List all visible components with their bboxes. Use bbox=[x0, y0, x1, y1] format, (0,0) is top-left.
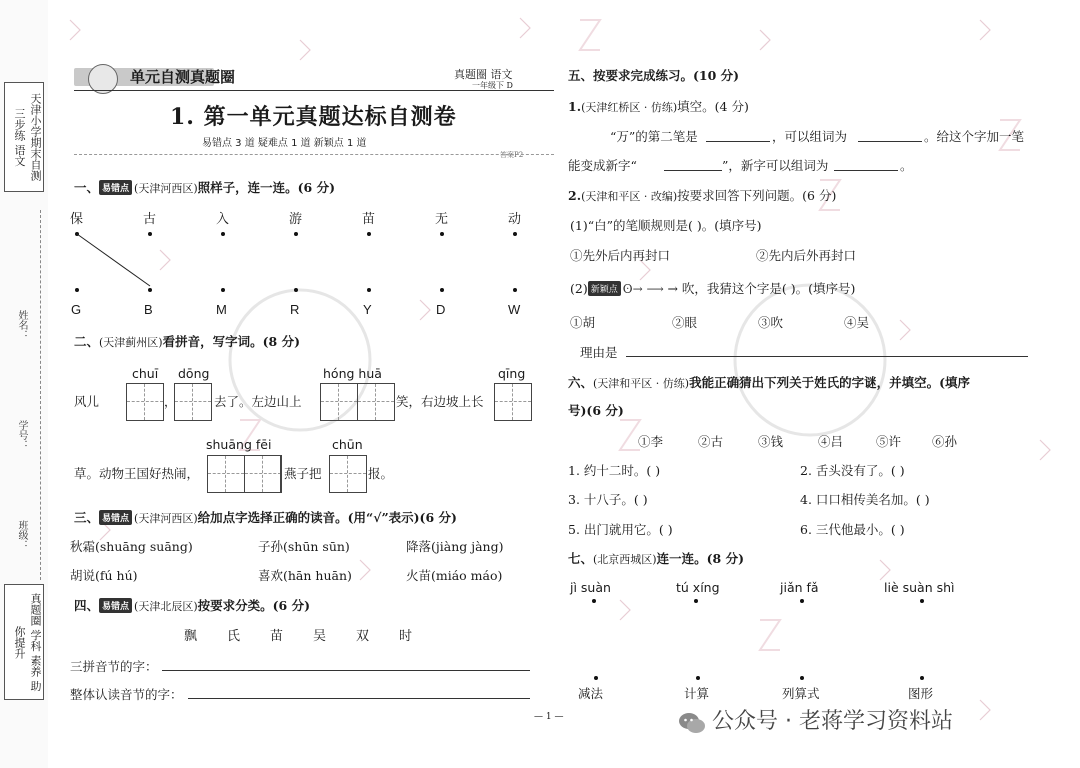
match-dot[interactable] bbox=[694, 599, 698, 603]
pronunciation-item[interactable]: 火苗(miáo máo) bbox=[406, 568, 503, 583]
q2-text: 草。动物王国好热闹， bbox=[74, 466, 200, 481]
q5-text: 。给这个字加一笔 bbox=[924, 129, 1025, 144]
q2-heading: 二、(天津蓟州区)看拼音，写字词。(8 分) bbox=[74, 334, 300, 349]
surname-option: ⑥孙 bbox=[932, 434, 958, 449]
match-dot[interactable] bbox=[75, 288, 79, 292]
pronunciation-item[interactable]: 胡说(fú hú) bbox=[70, 568, 138, 583]
name-label: 姓名： bbox=[16, 310, 27, 340]
q4-char: 飘 bbox=[184, 629, 198, 644]
q2-text: 报。 bbox=[368, 466, 394, 481]
match-dot[interactable] bbox=[592, 599, 596, 603]
pinyin-label: liè suàn shì bbox=[884, 580, 955, 595]
class-label: 班级： bbox=[16, 520, 27, 550]
riddle[interactable]: 4. 口口相传美名加。( ) bbox=[800, 492, 930, 507]
series-logo-top: 天津小学期末自测 三步练 语文 bbox=[4, 82, 44, 192]
q1-char: 苗 bbox=[362, 212, 376, 227]
match-dot[interactable] bbox=[294, 232, 298, 236]
pinyin-label: jì suàn bbox=[570, 580, 611, 595]
book-brand: 真题圈 语文 bbox=[454, 68, 513, 81]
unit-banner: 单元自测真题圈 bbox=[130, 68, 236, 86]
wechat-watermark: 公众号 · 老蒋学习资料站 bbox=[712, 709, 953, 734]
page-number: — 1 — bbox=[534, 712, 564, 722]
match-word: 图形 bbox=[908, 686, 934, 701]
writing-box[interactable] bbox=[174, 383, 212, 421]
q3-heading: 三、 易错点 (天津河西区)给加点字选择正确的读音。(用“√”表示)(6 分) bbox=[74, 510, 457, 525]
match-word: 列算式 bbox=[782, 686, 820, 701]
q5-text: ”，新字可以组词为 bbox=[722, 158, 829, 173]
q1-letter: B bbox=[144, 302, 153, 317]
q1-char: 游 bbox=[289, 212, 303, 227]
match-dot[interactable] bbox=[440, 288, 444, 292]
match-dot[interactable] bbox=[920, 676, 924, 680]
riddle[interactable]: 3. 十八子。( ) bbox=[568, 492, 648, 507]
error-prone-tag: 易错点 bbox=[99, 180, 132, 195]
q7-heading: 七、(北京西城区)连一连。(8 分) bbox=[568, 551, 744, 566]
surname-option: ③钱 bbox=[758, 434, 784, 449]
wechat-icon bbox=[678, 712, 706, 734]
riddle[interactable]: 1. 约十二时。( ) bbox=[568, 463, 661, 478]
q1-letter: D bbox=[436, 302, 446, 317]
pinyin-label: jiǎn fǎ bbox=[780, 580, 819, 595]
writing-box[interactable] bbox=[329, 455, 367, 493]
riddle[interactable]: 6. 三代他最小。( ) bbox=[800, 522, 905, 537]
evolution-glyphs-icon: ʘ→ ⟶ bbox=[622, 282, 668, 296]
pronunciation-item[interactable]: 降落(jiàng jàng) bbox=[406, 539, 504, 554]
classify-label: 整体认读音节的字： bbox=[70, 687, 183, 702]
match-dot[interactable] bbox=[440, 232, 444, 236]
q6-heading-cont: 号)(6 分) bbox=[568, 403, 624, 418]
option[interactable]: ②先内后外再封口 bbox=[756, 248, 857, 263]
match-dot[interactable] bbox=[221, 288, 225, 292]
q1-char: 无 bbox=[435, 212, 449, 227]
q4-char: 苗 bbox=[270, 629, 284, 644]
pinyin-label: hóng huā bbox=[323, 366, 382, 381]
classify-label: 三拼音节的字： bbox=[70, 659, 158, 674]
q2-text: 笑，右边坡上长 bbox=[396, 394, 484, 409]
option[interactable]: ①先外后内再封口 bbox=[570, 248, 671, 263]
reason-label: 理由是 bbox=[580, 345, 618, 360]
surname-option: ②古 bbox=[698, 434, 724, 449]
match-word: 计算 bbox=[684, 686, 710, 701]
q5-part2: 2.(天津和平区 · 改编)按要求回答下列问题。(6 分) bbox=[568, 188, 837, 203]
q1-letter: G bbox=[71, 302, 82, 317]
pinyin-label: chūn bbox=[332, 437, 363, 452]
q5-sub1: (1)“白”的笔顺规则是( )。(填序号) bbox=[570, 218, 762, 233]
match-dot[interactable] bbox=[800, 599, 804, 603]
pinyin-label: qīng bbox=[498, 366, 526, 381]
q5-sub2: (2) 新颖点 ʘ→ ⟶ → 吹，我猜这个字是( )。(填序号) bbox=[570, 281, 856, 296]
q2-text: 燕子把 bbox=[284, 466, 322, 481]
q4-char: 时 bbox=[399, 629, 413, 644]
q2-text: ， bbox=[164, 394, 177, 409]
q5-text: 能变成新字“ bbox=[568, 158, 637, 173]
choice[interactable]: ②眼 bbox=[672, 315, 698, 330]
match-dot[interactable] bbox=[294, 288, 298, 292]
surname-option: ⑤许 bbox=[876, 434, 902, 449]
q5-text: 。 bbox=[900, 158, 913, 173]
q5-text: “万”的第二笔是 bbox=[610, 129, 698, 144]
q2-text: 去了。左边山上 bbox=[214, 394, 302, 409]
pinyin-label: dōng bbox=[178, 366, 210, 381]
match-dot[interactable] bbox=[513, 288, 517, 292]
answer-line[interactable] bbox=[162, 670, 530, 671]
q1-char: 动 bbox=[508, 212, 522, 227]
error-prone-tag: 易错点 bbox=[99, 510, 132, 525]
riddle[interactable]: 2. 舌头没有了。( ) bbox=[800, 463, 905, 478]
q1-char: 入 bbox=[216, 212, 230, 227]
q4-char: 双 bbox=[356, 629, 370, 644]
surname-option: ①李 bbox=[638, 434, 664, 449]
q6-heading: 六、(天津和平区 · 仿练)我能正确猜出下列关于姓氏的字谜，并填空。(填序 bbox=[568, 375, 971, 390]
q1-letter: R bbox=[290, 302, 300, 317]
pronunciation-item[interactable]: 子孙(shūn sūn) bbox=[258, 539, 350, 554]
q5-text: ，可以组词为 bbox=[772, 129, 848, 144]
answer-line[interactable] bbox=[834, 170, 898, 171]
answer-line[interactable] bbox=[188, 698, 530, 699]
q4-heading: 四、 易错点 (天津北辰区)按要求分类。(6 分) bbox=[74, 598, 311, 613]
answer-line[interactable] bbox=[664, 170, 722, 171]
pronunciation-item[interactable]: 喜欢(hān huān) bbox=[258, 568, 352, 583]
grade-label: 一年级下 D bbox=[472, 81, 513, 90]
q1-char: 保 bbox=[70, 212, 84, 227]
example-connector-line bbox=[70, 228, 160, 292]
header-rule bbox=[74, 90, 554, 91]
choice[interactable]: ④吴 bbox=[844, 315, 870, 330]
pinyin-label: shuāng fēi bbox=[206, 437, 272, 452]
question-stats: 易错点 3 道 疑难点 1 道 新颖点 1 道 bbox=[202, 138, 367, 149]
answer-line[interactable] bbox=[626, 356, 1028, 357]
binding-line bbox=[40, 210, 41, 580]
series-logo-bottom: 真题圈 学科 素养 助你提升 bbox=[4, 584, 44, 700]
student-id-label: 学号： bbox=[16, 420, 27, 450]
q2-text: 风儿 bbox=[74, 394, 100, 409]
q4-char: 氏 bbox=[227, 629, 241, 644]
choice[interactable]: ①胡 bbox=[570, 315, 596, 330]
match-dot[interactable] bbox=[920, 599, 924, 603]
q4-char: 吴 bbox=[313, 629, 327, 644]
match-dot[interactable] bbox=[148, 288, 152, 292]
page-title: 1. 第一单元真题达标自测卷 bbox=[170, 104, 457, 130]
match-dot[interactable] bbox=[367, 288, 371, 292]
writing-box-double[interactable] bbox=[320, 383, 395, 421]
q1-letter: M bbox=[216, 302, 227, 317]
match-word: 减法 bbox=[578, 686, 604, 701]
error-prone-tag: 易错点 bbox=[99, 598, 132, 613]
match-dot[interactable] bbox=[221, 232, 225, 236]
pinyin-label: tú xíng bbox=[676, 580, 720, 595]
answer-line[interactable] bbox=[858, 141, 922, 142]
q1-char: 古 bbox=[143, 212, 157, 227]
choice[interactable]: ③吹 bbox=[758, 315, 784, 330]
divider bbox=[74, 154, 554, 155]
writing-box[interactable] bbox=[244, 455, 281, 493]
q5-heading: 五、按要求完成练习。(10 分) bbox=[568, 68, 740, 83]
pronunciation-item[interactable]: 秋霜(shuāng suāng) bbox=[70, 539, 193, 554]
surname-option: ④吕 bbox=[818, 434, 844, 449]
q1-heading: 一、 易错点 (天津河西区)照样子，连一连。(6 分) bbox=[74, 180, 336, 195]
q5-part1: 1.(天津红桥区 · 仿练)填空。(4 分) bbox=[568, 99, 749, 114]
riddle[interactable]: 5. 出门就用它。( ) bbox=[568, 522, 673, 537]
answer-line[interactable] bbox=[706, 141, 770, 142]
match-dot[interactable] bbox=[800, 676, 804, 680]
match-dot[interactable] bbox=[513, 232, 517, 236]
writing-box[interactable] bbox=[126, 383, 164, 421]
match-dot[interactable] bbox=[367, 232, 371, 236]
answer-reference: 答案P2 bbox=[500, 151, 524, 159]
q1-letter: W bbox=[508, 302, 521, 317]
q1-letter: Y bbox=[363, 302, 372, 317]
writing-box[interactable] bbox=[494, 383, 532, 421]
pinyin-label: chuī bbox=[132, 366, 159, 381]
match-dot[interactable] bbox=[696, 676, 700, 680]
match-dot[interactable] bbox=[594, 676, 598, 680]
novel-tag: 新颖点 bbox=[588, 281, 621, 296]
